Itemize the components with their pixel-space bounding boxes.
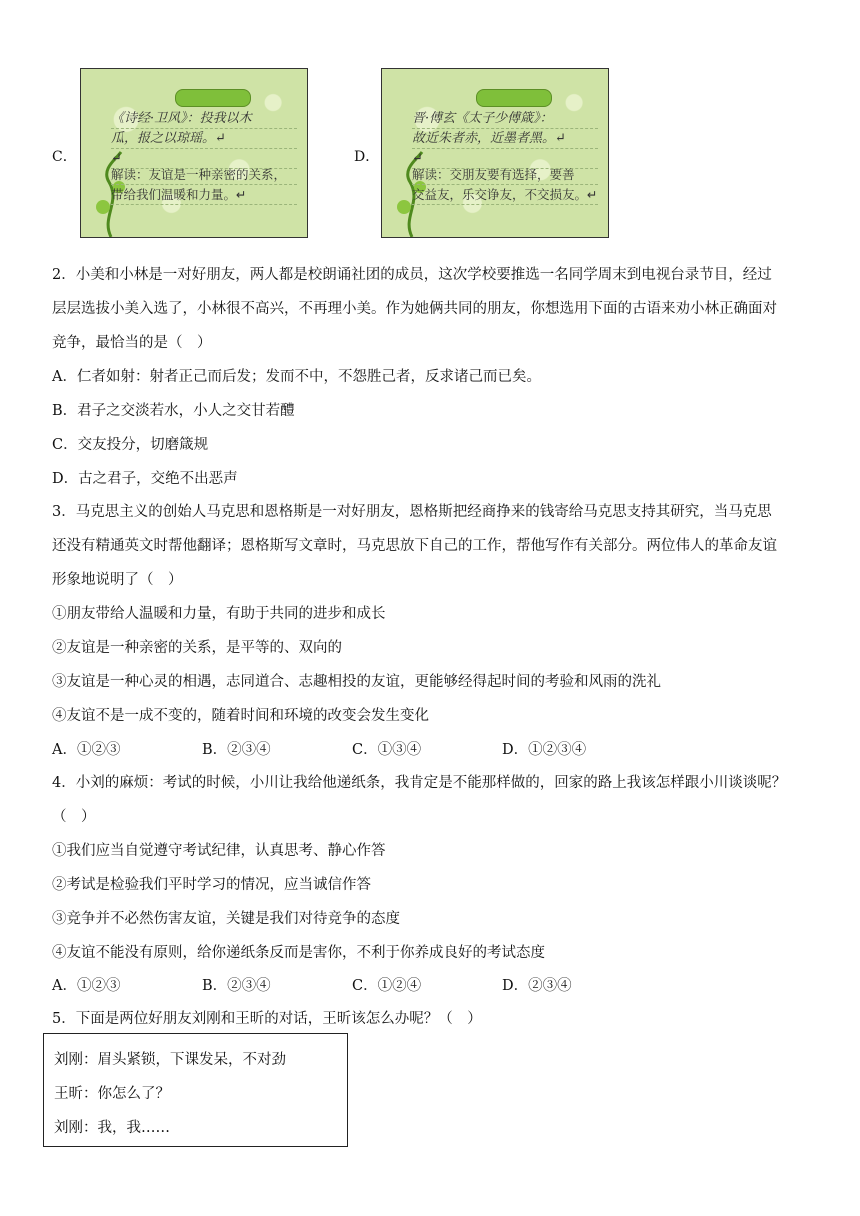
option-d-image-card	[381, 68, 609, 238]
q4-choice-b: B．②③④	[202, 978, 271, 994]
q2-stem-line: 竞争，最恰当的是（ ）	[52, 335, 212, 351]
q2-option-c: C．交友投分，切磨箴规	[52, 437, 209, 453]
q3-stem-line: 还没有精通英文时帮他翻译；恩格斯写文章时，马克思放下自己的工作，帮他写作有关部分。两位伟人的革命友谊	[52, 538, 777, 554]
q4-choice-c: C．①②④	[352, 978, 422, 994]
q3-stem-line: 3．马克思主义的创始人马克思和恩格斯是一对好朋友，恩格斯把经商挣来的钱寄给马克思支持其研究，当马克思	[52, 504, 772, 520]
q3-choice-d: D．①②③④	[502, 742, 587, 758]
q3-item: ②友谊是一种亲密的关系，是平等的、双向的	[52, 640, 342, 656]
q2-option-a: A．仁者如射：射者正己而后发；发而不中，不怨胜己者，反求诸己而已矣。	[52, 369, 541, 385]
q4-choice-d: D．②③④	[502, 978, 572, 994]
q4-choice-a: A．①②③	[52, 978, 121, 994]
q3-choice-a: A．①②③	[52, 742, 121, 758]
q3-choice-c: C．①③④	[352, 742, 422, 758]
q4-item: ①我们应当自觉遵守考试纪律，认真思考、静心作答	[52, 843, 386, 859]
q3-stem-line: 形象地说明了（ ）	[52, 572, 183, 588]
q2-stem-line: 层层选拔小美入选了，小林很不高兴，不再理小美。作为她俩共同的朋友，你想选用下面的古语来劝小林正确面对	[52, 301, 777, 317]
q2-option-b: B．君子之交淡若水，小人之交甘若醴	[52, 403, 295, 419]
option-c-interpretation: 解读：友谊是一种亲密的关系， 带给我们温暖和力量。↵	[111, 165, 297, 205]
dialog-line: 刘刚：眉头紧锁，下课发呆，不对劲	[54, 1052, 286, 1068]
banner-decoration	[476, 89, 552, 107]
option-c-image-card	[80, 68, 308, 238]
dialog-line: 王昕：你怎么了？	[54, 1086, 170, 1102]
q3-choice-b: B．②③④	[202, 742, 271, 758]
option-c-label: C．	[52, 149, 77, 165]
q4-item: ④友谊不能没有原则，给你递纸条反而是害你，不利于你养成良好的考试态度	[52, 945, 545, 961]
option-d-interpretation: 解读：交朋友要有选择，要善 交益友，乐交诤友，不交损友。↵	[412, 165, 598, 205]
q3-item: ①朋友带给人温暖和力量，有助于共同的进步和成长	[52, 606, 386, 622]
banner-decoration	[175, 89, 251, 107]
q4-item: ②考试是检验我们平时学习的情况，应当诚信作答	[52, 877, 371, 893]
q2-stem-line: 2．小美和小林是一对好朋友，两人都是校朗诵社团的成员，这次学校要推选一名同学周末到电视台录节目，经过	[52, 267, 772, 283]
q2-option-d: D．古之君子，交绝不出恶声	[52, 471, 238, 487]
q5-stem-line: 5．下面是两位好朋友刘刚和王昕的对话，王昕该怎么办呢？（ ）	[52, 1011, 482, 1027]
q4-stem-line: （ ）	[52, 809, 96, 825]
q3-item: ④友谊不是一成不变的，随着时间和环境的改变会发生变化	[52, 708, 429, 724]
dialog-box	[43, 1033, 348, 1147]
option-d-quote: 晋·傅玄《太子少傅箴》： 故近朱者赤，近墨者黑。↵ ↵	[412, 109, 598, 169]
option-d-label: D．	[354, 149, 380, 165]
q4-stem-line: 4．小刘的麻烦：考试的时候，小川让我给他递纸条，我肯定是不能那样做的，回家的路上我该怎样跟小川谈谈呢？	[52, 775, 787, 791]
q4-item: ③竞争并不必然伤害友谊，关键是我们对待竞争的态度	[52, 911, 400, 927]
option-c-quote: 《诗经·卫风》：投我以木 瓜，报之以琼瑶。↵ ↵	[111, 109, 297, 169]
q3-item: ③友谊是一种心灵的相遇，志同道合、志趣相投的友谊，更能够经得起时间的考验和风雨的洗礼	[52, 674, 661, 690]
dialog-line: 刘刚：我，我……	[54, 1120, 170, 1136]
